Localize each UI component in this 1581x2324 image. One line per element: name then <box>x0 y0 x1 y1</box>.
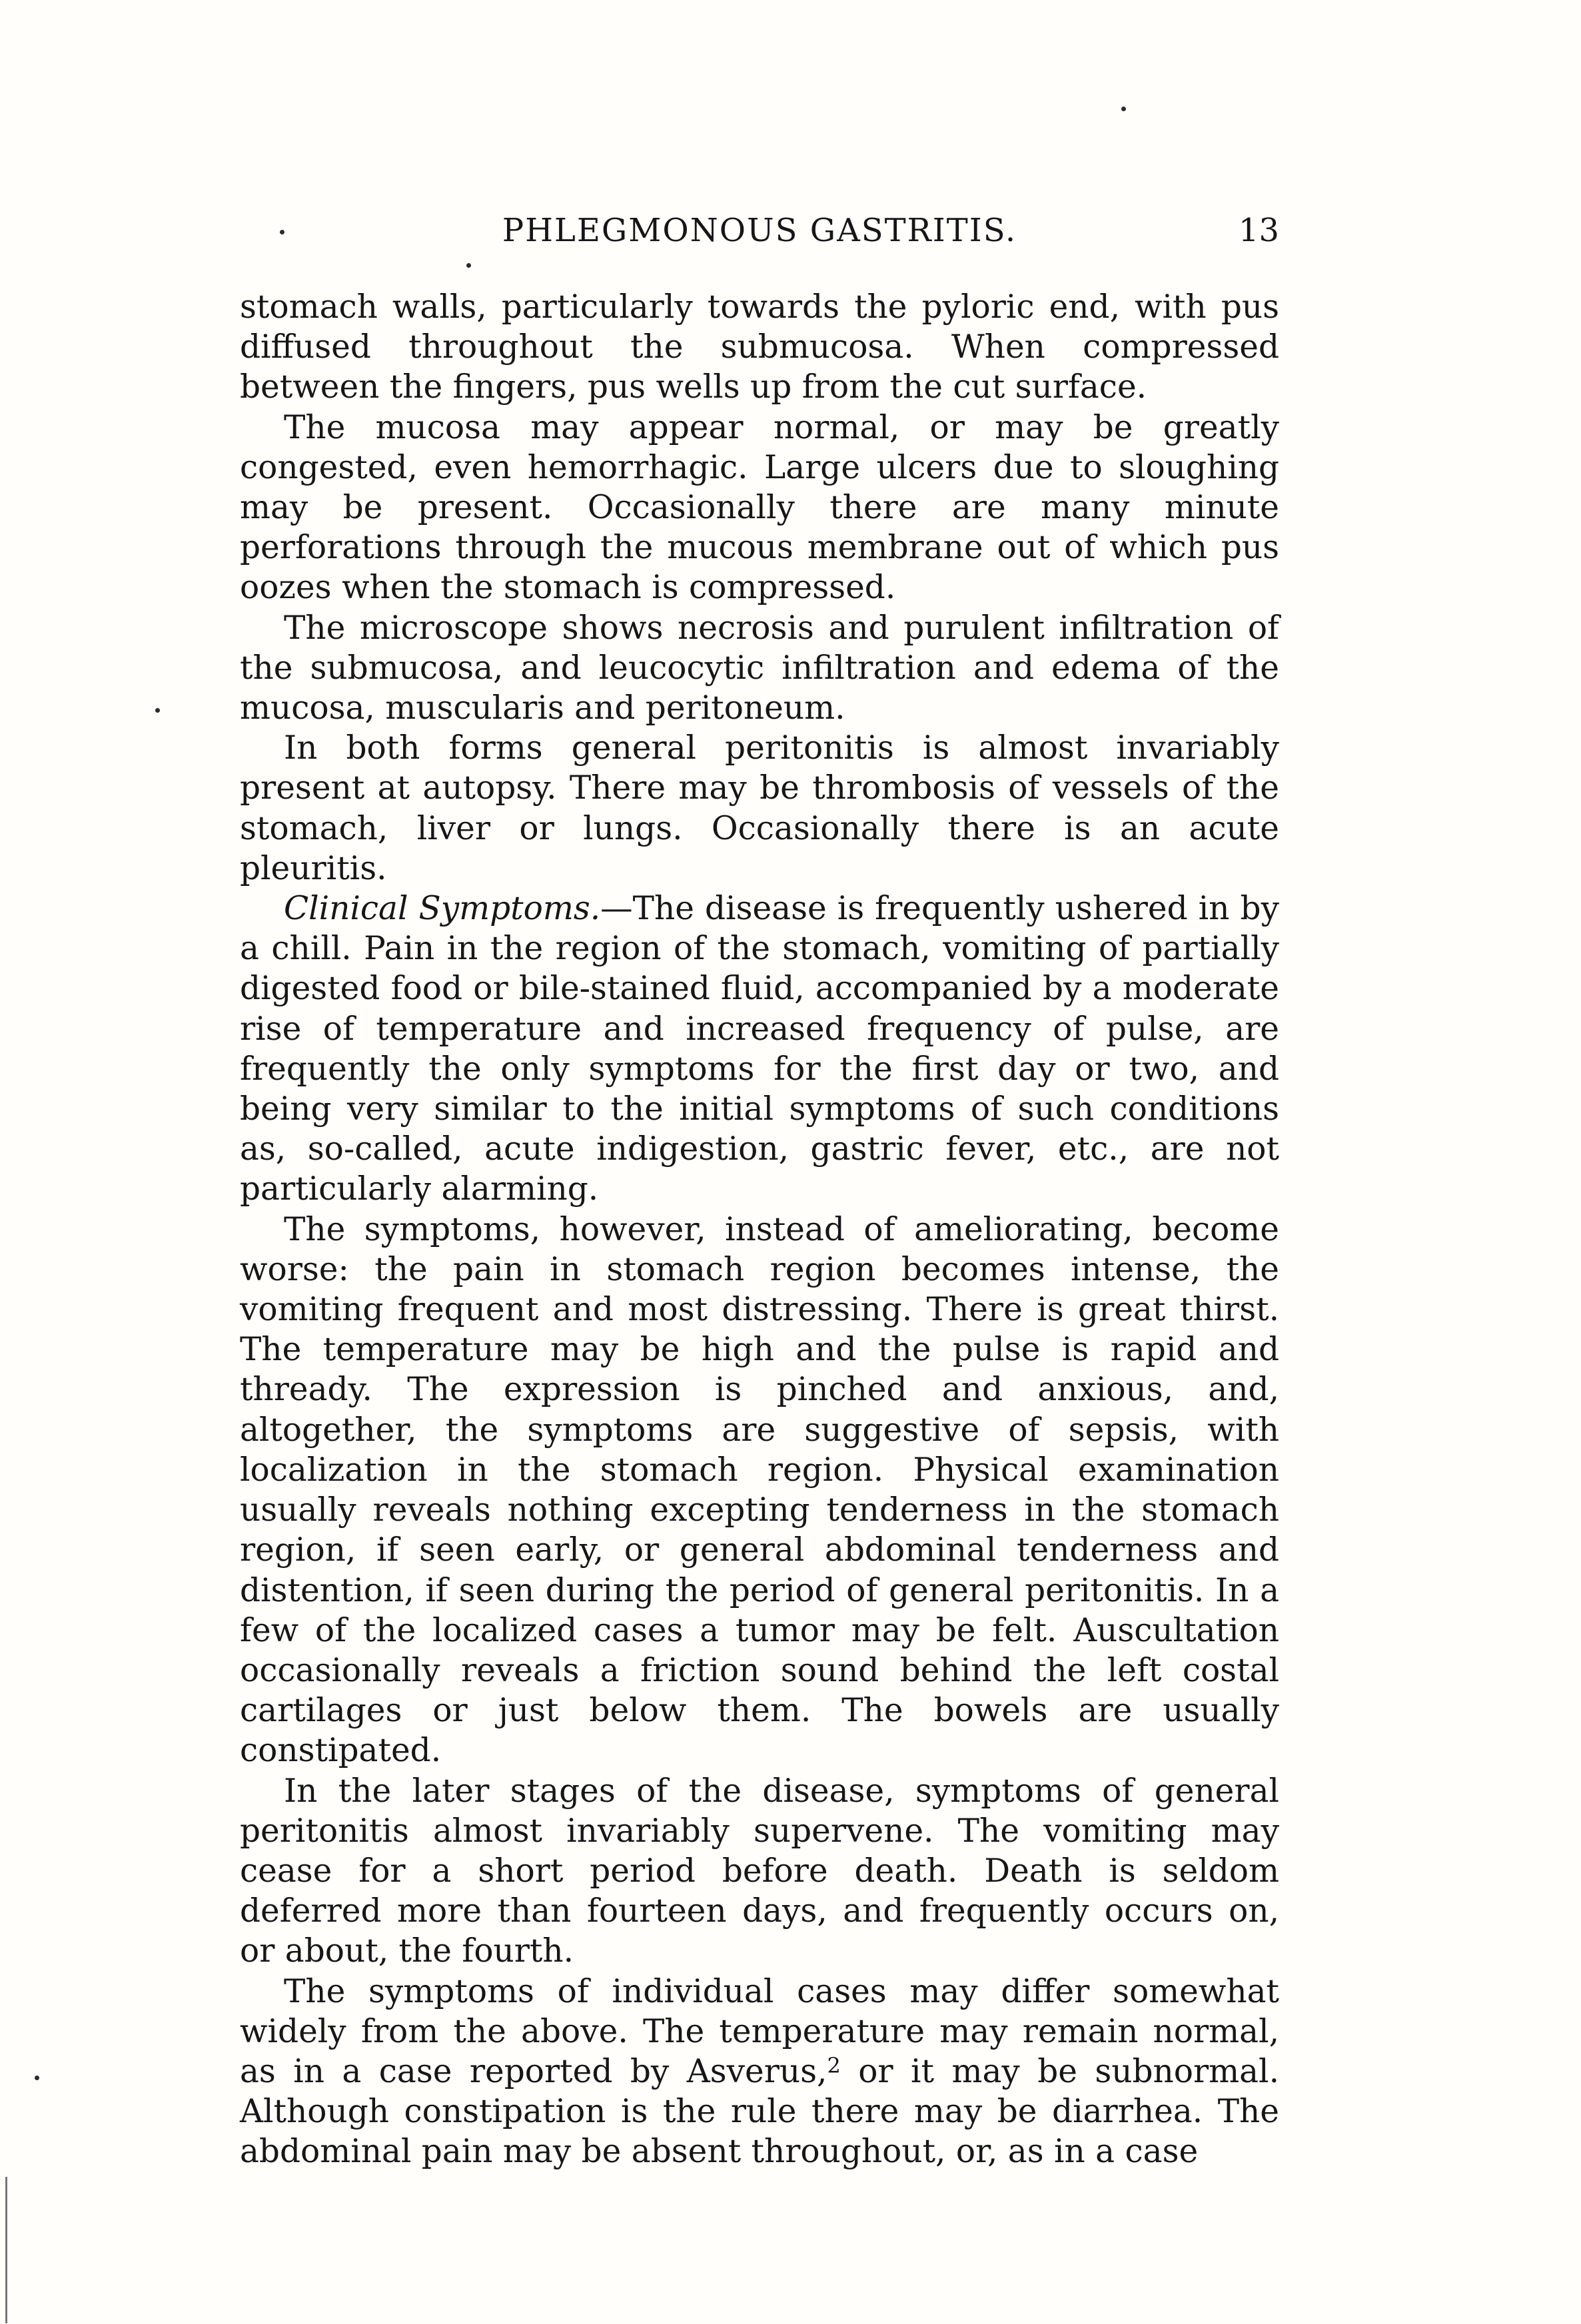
running-head <box>240 212 1279 252</box>
running-title: PHLEGMONOUS GASTRITIS. <box>502 212 1017 249</box>
print-speck <box>35 2076 39 2080</box>
paragraph-autopsy: In both forms general peritonitis is almost invariably present at autopsy. There may be thrombosis of vessels of the stomach, liver or lungs. Occasionally there is an acute pleuritis. <box>240 729 1279 887</box>
page-number: 13 <box>1238 212 1279 249</box>
paragraph-symptoms-worsen: The symptoms, however, instead of ameliorating, become worse: the pain in stomach region becomes intense, the vomiting frequent and most distressing. There is great thirst. The temperature may be high and the pulse is rapid and thready. The expression is pinched and anxious, and, altogether, the symptoms are suggestive of sepsis, with localization in the stomach region. Physical examination usually reveals nothing excepting tenderness in the stomach region, if seen early, or general abdominal tenderness and distention, if seen during the period of general peritonitis. In a few of the localized cases a tumor may be felt. Auscultation occasionally reveals a friction sound behind the left costal cartilages or just below them. The bowels are usually constipated. <box>240 1210 1279 1770</box>
paragraph-microscope: The microscope shows necrosis and purulent infiltration of the submucosa, and leucocytic infiltration and edema of the mucosa, muscularis and peritoneum. <box>240 609 1279 727</box>
paragraph-later-stages: In the later stages of the disease, symptoms of general peritonitis almost invariably supervene. The vomiting may cease for a short period before death. Death is seldom deferred more than fourteen days, and frequently occurs on, or about, the fourth. <box>240 1772 1279 1970</box>
print-speck <box>466 263 471 268</box>
footnote-reference: 2 <box>827 2052 841 2078</box>
body-text <box>240 287 1279 2172</box>
print-speck <box>280 230 284 234</box>
paragraph-clinical-symptoms <box>240 889 1279 1210</box>
paragraph-clinical-symptoms-text: —The disease is frequently ushered in by a chill. Pain in the region of the stomach, vomiting of partially digested food or bile-stained fluid, accompanied by a moderate rise of temperature and increased frequency of pulse, are frequently the only symptoms for the first day or two, and being very similar to the initial symptoms of such conditions as, so-called, acute indigestion, gastric fever, etc., are not particularly alarming. <box>240 890 1279 1208</box>
paragraph-continued: stomach walls, particularly towards the pyloric end, with pus diffused throughout the submucosa. When compressed between the fingers, pus wells up from the cut surface. <box>240 288 1279 406</box>
section-run-in-heading: Clinical Symptoms. <box>284 890 601 928</box>
print-speck <box>155 708 160 713</box>
paragraph-individual-cases-end: or it may be subnormal. Although constipation is the rule there may be diarrhea. The abdominal pain may be absent throughout, or, as in a case <box>240 2052 1279 2171</box>
paragraph-individual-cases-start: The symptoms of individual cases may differ somewhat widely from the above. The temperature may remain normal, as in a case reported by Asverus, <box>240 1972 1279 2090</box>
paragraph-individual-cases <box>240 1972 1279 2172</box>
paragraph-mucosa: The mucosa may appear normal, or may be greatly congested, even hemorrhagic. Large ulcers due to sloughing may be present. Occasionally there are many minute perforations through the mucous membrane out of which pus oozes when the stomach is compressed. <box>240 408 1279 607</box>
scan-edge-line <box>5 2177 7 2323</box>
print-speck <box>1121 107 1126 111</box>
